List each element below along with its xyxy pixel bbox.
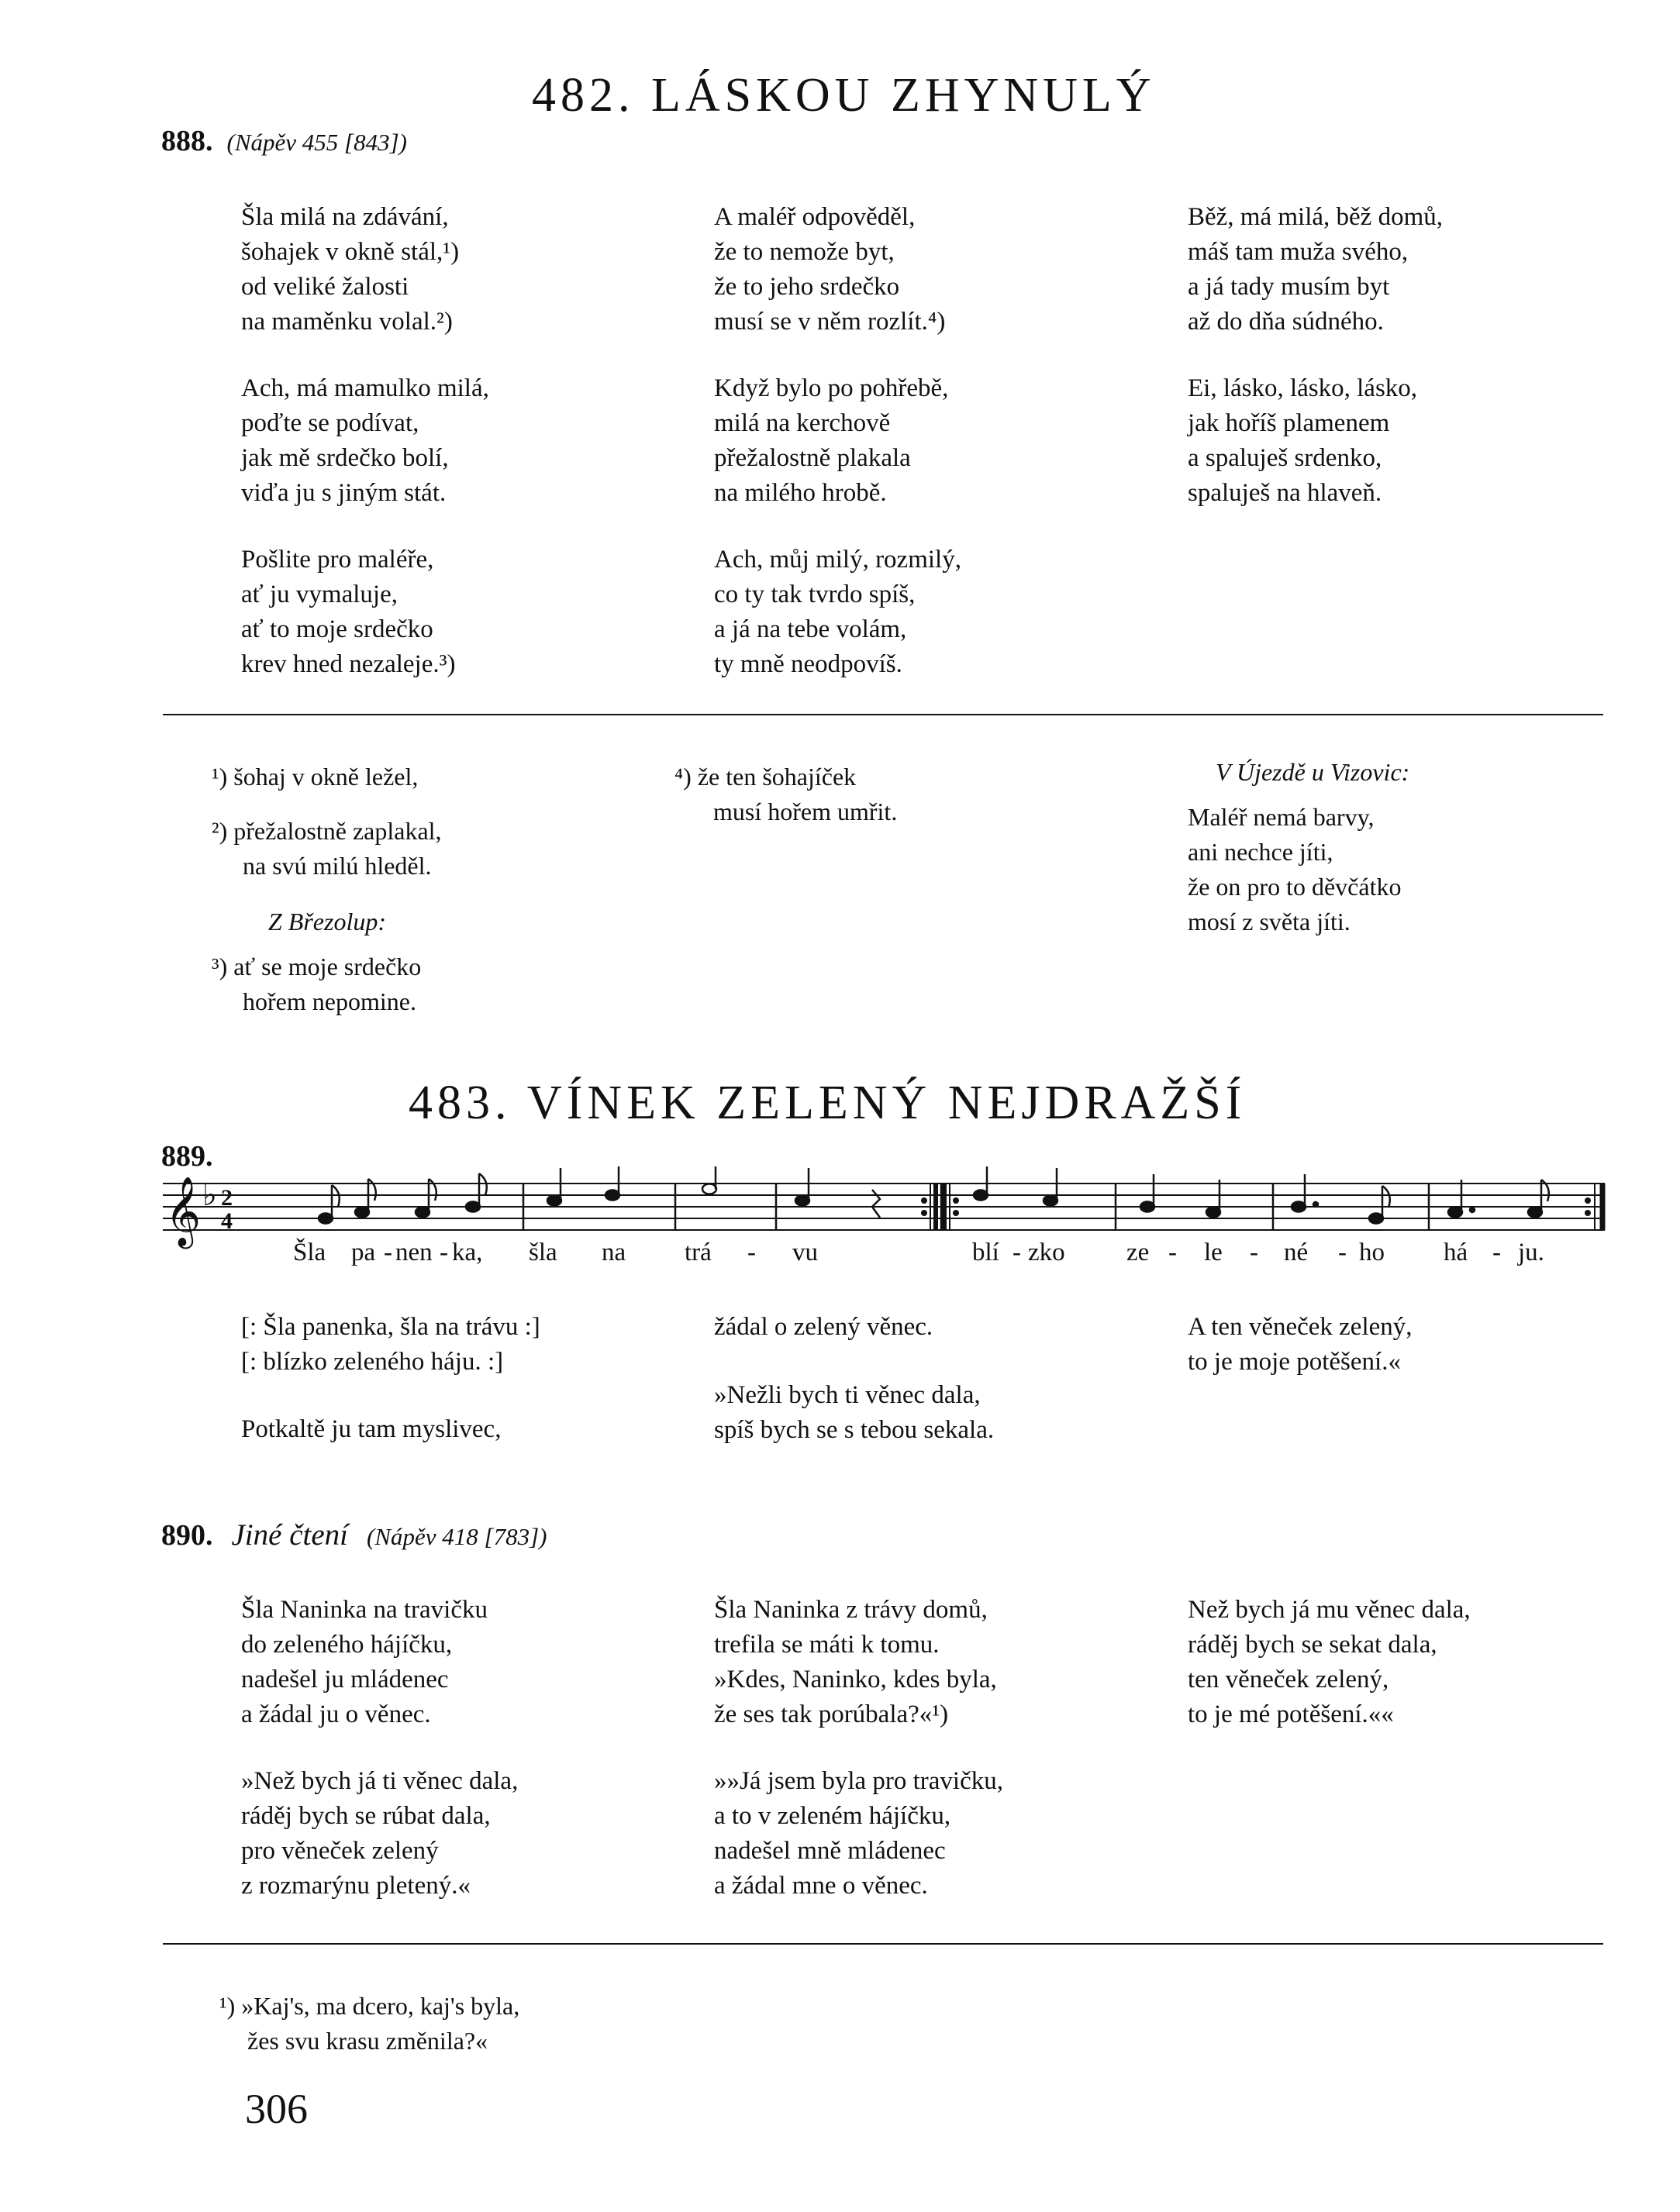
verse-line: to je moje potěšení.« xyxy=(1188,1348,1401,1376)
stanza xyxy=(241,1593,488,1732)
lyric-syllable: né xyxy=(1284,1239,1309,1266)
lyric-syllable: ju. xyxy=(1518,1239,1544,1266)
treble-clef-icon: 𝄞 xyxy=(165,1177,202,1246)
footnote-divider xyxy=(163,1943,1603,1945)
verse-line: ať ju vymaluje, xyxy=(241,581,398,608)
footnote-line: mosí z světa jíti. xyxy=(1188,908,1351,935)
footnote xyxy=(674,760,897,829)
melody-reference: (Nápěv 418 [783]) xyxy=(367,1523,547,1550)
verse-line: Ach, můj milý, rozmilý, xyxy=(714,546,961,574)
stanza xyxy=(714,1593,997,1732)
verse-line: musí se v něm rozlít.⁴) xyxy=(714,308,946,336)
footnote xyxy=(212,814,442,884)
lyric-syllable: - xyxy=(384,1239,392,1266)
variant-label: Jiné čtení xyxy=(231,1518,348,1552)
song-number: 890. xyxy=(161,1519,213,1552)
verse-line: jak mě srdečko bolí, xyxy=(241,444,449,472)
verse-line: Než bych já mu věnec dala, xyxy=(1188,1596,1471,1624)
verse-line: A ten věneček zelený, xyxy=(1188,1313,1413,1341)
footnote-line: ²) přežalostně zaplakal, xyxy=(212,817,442,845)
verse-line: milá na kerchově xyxy=(714,409,891,437)
verse-line: a žádal mne o věnec. xyxy=(714,1872,928,1900)
song-890-header xyxy=(161,1518,547,1552)
lyric-syllable: - xyxy=(1012,1239,1021,1266)
verse-line: máš tam muža svého, xyxy=(1188,238,1409,266)
verse-line: co ty tak tvrdo spíš, xyxy=(714,581,916,608)
svg-text:2: 2 xyxy=(221,1185,233,1211)
lyric-syllable: nen xyxy=(395,1239,433,1266)
lyric-syllable: ka, xyxy=(452,1239,483,1266)
lyric-syllable: blí xyxy=(972,1239,999,1266)
verse-line: že ses tak porúbala?«¹) xyxy=(714,1700,949,1728)
stanza xyxy=(241,543,456,682)
footnote-line: ⁴) že ten šohajíček xyxy=(674,763,857,791)
song-number: 889. xyxy=(161,1140,213,1173)
stanza xyxy=(1188,1593,1471,1732)
lyric-syllable: pa xyxy=(351,1239,376,1266)
lyric-syllable: zko xyxy=(1028,1239,1065,1266)
verse-line: ráděj bych se sekat dala, xyxy=(1188,1631,1437,1659)
stanza xyxy=(714,1378,994,1448)
stanza xyxy=(241,1310,540,1380)
stanza xyxy=(714,1310,933,1345)
verse-line: přežalostně plakala xyxy=(714,444,911,472)
verse-line: Běž, má milá, běž domů, xyxy=(1188,203,1443,231)
verse-line: [: blízko zeleného háju. :] xyxy=(241,1348,504,1376)
verse-line: a žádal ju o věnec. xyxy=(241,1700,431,1728)
verse-line: Pošlite pro maléře, xyxy=(241,546,434,574)
footnote-line: ani nechce jíti, xyxy=(1188,838,1333,866)
footnote-line: na svú milú hleděl. xyxy=(243,852,432,880)
song-number: 888. xyxy=(161,125,213,157)
verse-line: nadešel ju mládenec xyxy=(241,1666,449,1693)
verse-line: Šla milá na zdávání, xyxy=(241,203,449,231)
verse-line: že to nemože byt, xyxy=(714,238,895,266)
lyric-syllable: - xyxy=(1250,1239,1258,1266)
lyric-syllable: šla xyxy=(529,1239,557,1266)
stanza xyxy=(714,371,948,511)
footnote-line: ³) ať se moje srdečko xyxy=(212,953,422,980)
verse-line: žádal o zelený věnec. xyxy=(714,1313,933,1341)
verse-line: šohajek v okně stál,¹) xyxy=(241,238,460,266)
verse-line: trefila se máti k tomu. xyxy=(714,1631,940,1659)
footnote xyxy=(212,949,421,1019)
verse-line: a já na tebe volám, xyxy=(714,615,907,643)
svg-text:4: 4 xyxy=(221,1208,233,1234)
verse-line: na milého hrobě. xyxy=(714,479,887,507)
verse-line: viďa ju s jiným stát. xyxy=(241,479,447,507)
song-482-title: 482. LÁSKOU ZHYNULÝ xyxy=(532,69,1156,122)
lyric-syllable: vu xyxy=(792,1239,818,1266)
verse-line: »»Já jsem byla pro travičku, xyxy=(714,1767,1003,1795)
footnote-line: ¹) šohaj v okně ležel, xyxy=(212,763,419,791)
verse-line: pro věneček zelený xyxy=(241,1837,439,1865)
lyric-syllable: ho xyxy=(1359,1239,1385,1266)
melody-reference: (Nápěv 455 [843]) xyxy=(226,129,407,156)
footnote-line: žes svu krasu změnila?« xyxy=(247,2027,488,2055)
verse-line: že to jeho srdečko xyxy=(714,273,900,301)
lyric-syllable: ze xyxy=(1126,1239,1150,1266)
verse-line: spaluješ na hlaveň. xyxy=(1188,479,1382,507)
stanza xyxy=(714,1764,1003,1904)
verse-line: Šla Naninka na travičku xyxy=(241,1596,488,1624)
stanza xyxy=(241,1764,518,1904)
stanza xyxy=(1188,371,1417,511)
verse-line: a spaluješ srdenko, xyxy=(1188,444,1382,472)
verse-line: Ei, lásko, lásko, lásko, xyxy=(1188,374,1418,402)
verse-line: na maměnku volal.²) xyxy=(241,308,453,336)
stanza xyxy=(241,200,459,339)
lyric-syllable: - xyxy=(747,1239,756,1266)
verse-line: a to v zeleném hájíčku, xyxy=(714,1802,951,1830)
footnote-line: že on pro to děvčátko xyxy=(1188,873,1402,901)
verse-line: ať to moje srdečko xyxy=(241,615,433,643)
footnote-line: musí hořem umřit. xyxy=(713,798,898,825)
place-label: Z Březolup: xyxy=(268,908,386,935)
flat-icon: ♭ xyxy=(202,1177,217,1213)
stanza xyxy=(241,371,489,511)
lyric-syllable: Šla xyxy=(293,1239,326,1266)
footnote-line: ¹) »Kaj's, ma dcero, kaj's byla, xyxy=(219,1992,520,2020)
page-number: 306 xyxy=(245,2086,308,2132)
verse-line: ten věneček zelený, xyxy=(1188,1666,1389,1693)
stanza xyxy=(714,200,945,339)
footnote-divider xyxy=(163,714,1603,715)
lyric-syllable: trá xyxy=(685,1239,712,1266)
lyrics-line xyxy=(0,1239,1680,1270)
verse-line: jak hoříš plamenem xyxy=(1188,409,1390,437)
verse-line: z rozmarýnu pletený.« xyxy=(241,1872,471,1900)
stanza xyxy=(1188,1310,1413,1380)
verse-line: »Nežli bych ti věnec dala, xyxy=(714,1381,981,1409)
lyric-syllable: - xyxy=(1168,1239,1177,1266)
verse-line: do zeleného hájíčku, xyxy=(241,1631,453,1659)
verse-line: krev hned nezaleje.³) xyxy=(241,650,456,678)
footnote-line: Maléř nemá barvy, xyxy=(1188,803,1375,831)
verse-line: nadešel mně mládenec xyxy=(714,1837,946,1865)
verse-line: Ach, má mamulko milá, xyxy=(241,374,489,402)
lyric-syllable: - xyxy=(1338,1239,1347,1266)
verse-line: od veliké žalosti xyxy=(241,273,409,301)
verse-line: »Než bych já ti věnec dala, xyxy=(241,1767,519,1795)
song-483-title: 483. VÍNEK ZELENÝ NEJDRAŽŠÍ xyxy=(409,1077,1247,1129)
verse-line: Šla Naninka z trávy domů, xyxy=(714,1596,988,1624)
lyric-syllable: na xyxy=(602,1239,626,1266)
verse-line: ráděj bych se rúbat dala, xyxy=(241,1802,491,1830)
verse-line: A maléř odpověděl, xyxy=(714,203,916,231)
footnote-line: hořem nepomine. xyxy=(243,987,416,1015)
verse-line: spíš bych se s tebou sekala. xyxy=(714,1416,995,1444)
footnote-variant xyxy=(1188,800,1401,939)
verse-line: poďte se podívat, xyxy=(241,409,419,437)
lyric-syllable: le xyxy=(1204,1239,1223,1266)
verse-line: [: Šla panenka, šla na trávu :] xyxy=(241,1313,540,1341)
lyric-syllable: - xyxy=(1492,1239,1501,1266)
stanza xyxy=(241,1412,501,1447)
lyric-syllable: - xyxy=(440,1239,448,1266)
verse-line: a já tady musím byt xyxy=(1188,273,1390,301)
verse-line: až do dňa súdného. xyxy=(1188,308,1384,336)
footnote xyxy=(212,760,418,794)
verse-line: Potkaltě ju tam myslivec, xyxy=(241,1415,502,1443)
song-888-header xyxy=(161,124,407,158)
lyric-syllable: há xyxy=(1444,1239,1468,1266)
stanza xyxy=(714,543,961,682)
verse-line: Když bylo po pohřebě, xyxy=(714,374,949,402)
place-label: V Újezdě u Vizovic: xyxy=(1216,758,1410,786)
stanza xyxy=(1188,200,1443,339)
footnote xyxy=(219,1989,519,2059)
verse-line: ty mně neodpovíš. xyxy=(714,650,902,678)
verse-line: »Kdes, Naninko, kdes byla, xyxy=(714,1666,997,1693)
verse-line: to je mé potěšení.«« xyxy=(1188,1700,1394,1728)
